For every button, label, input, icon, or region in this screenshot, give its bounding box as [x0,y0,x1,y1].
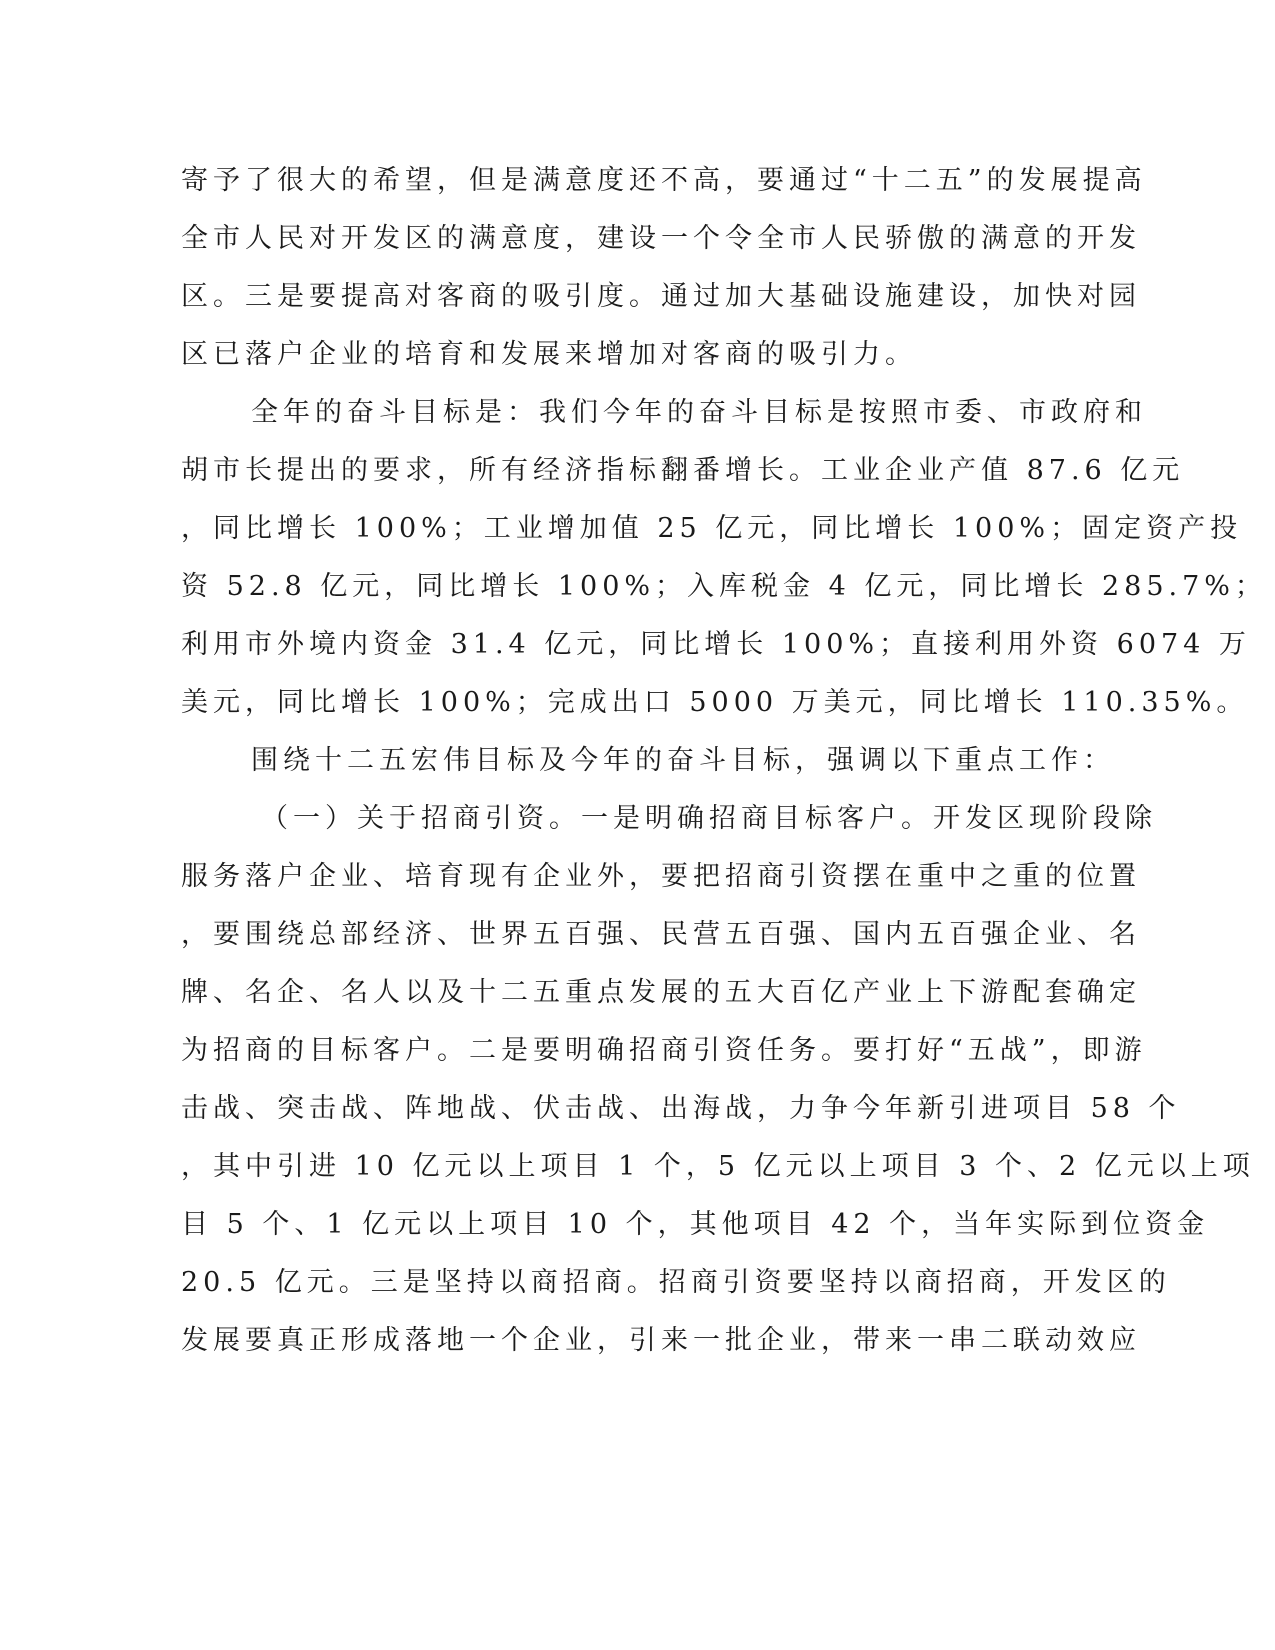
text-line: ，要围绕总部经济、世界五百强、民营五百强、国内五百强企业、名 [181,919,1141,950]
text-line: 区。三是要提高对客商的吸引度。通过加大基础设施建设，加快对园 [181,281,1141,312]
section-heading-line: （一）关于招商引资。一是明确招商目标客户。开发区现阶段除 [261,803,1157,834]
text-line: ，其中引进 10 亿元以上项目 1 个，5 亿元以上项目 3 个、2 亿元以上项 [181,1151,1255,1182]
paragraph-first-line: 全年的奋斗目标是：我们今年的奋斗目标是按照市委、市政府和 [251,397,1147,428]
text-line: 全市人民对开发区的满意度，建设一个令全市人民骄傲的满意的开发 [181,223,1141,254]
paragraph-first-line: 围绕十二五宏伟目标及今年的奋斗目标，强调以下重点工作： [251,745,1115,776]
text-line: 区已落户企业的培育和发展来增加对客商的吸引力。 [181,339,917,370]
text-line: ，同比增长 100%；工业增加值 25 亿元，同比增长 100%；固定资产投 [181,513,1243,544]
text-line: 服务落户企业、培育现有企业外，要把招商引资摆在重中之重的位置 [181,861,1141,892]
text-line: 胡市长提出的要求，所有经济指标翻番增长。工业企业产值 87.6 亿元 [181,455,1185,486]
text-line: 美元，同比增长 100%；完成出口 5000 万美元，同比增长 110.35%。 [181,687,1249,718]
text-line: 20.5 亿元。三是坚持以商招商。招商引资要坚持以商招商，开发区的 [181,1267,1171,1298]
text-line: 牌、名企、名人以及十二五重点发展的五大百亿产业上下游配套确定 [181,977,1141,1008]
text-line: 利用市外境内资金 31.4 亿元，同比增长 100%；直接利用外资 6074 万 [181,629,1251,660]
text-line: 发展要真正形成落地一个企业，引来一批企业，带来一串二联动效应 [181,1325,1141,1356]
text-line: 目 5 个、1 亿元以上项目 10 个，其他项目 42 个，当年实际到位资金 [181,1209,1210,1240]
text-line: 为招商的目标客户。二是要明确招商引资任务。要打好“五战”，即游 [181,1035,1147,1066]
text-line: 寄予了很大的希望，但是满意度还不高，要通过“十二五”的发展提高 [181,165,1147,196]
text-line: 资 52.8 亿元，同比增长 100%；入库税金 4 亿元，同比增长 285.7%； [181,571,1267,602]
text-line: 击战、突击战、阵地战、伏击战、出海战，力争今年新引进项目 58 个 [181,1093,1181,1124]
